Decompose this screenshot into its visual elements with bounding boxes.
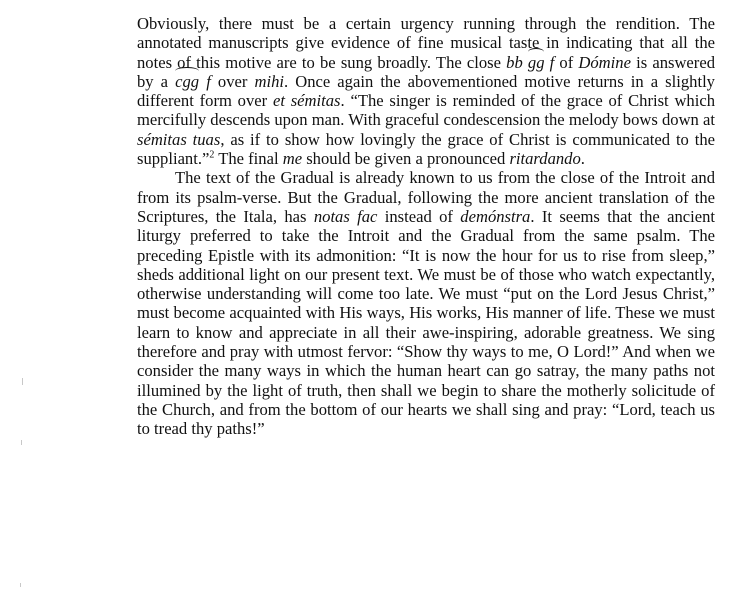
italic-text: notas fac (313, 206, 378, 226)
italic-text: Dómine (578, 52, 631, 72)
italic-text: sémitas tuas (137, 129, 221, 149)
body-text: . Once again the abovementioned motive returns in a slightly different form over (137, 71, 715, 111)
italic-text: ritardando (509, 149, 581, 169)
body-text: . It seems that the ancient liturgy preferred to take the Introit and the Gradual from the same psalm. The preceding Epistle with its admonition: “It is now the hour for us to rise from sleep,” sheds additional light on our present text. We must be of those who watch expectantly, otherwise understanding will come too late. We must “put on the Lord Jesus Christ,” must become acquainted with His ways, His works, His manner of life. These we must learn to know and appreciate in all their awe-inspiring, adorable greatness. We sing therefore and pray with utmost fervor: “Show thy ways to me, O Lord!” And when we consider the many ways in which the human heart can go satray, the many paths not illumined by the light of truth, then shall we begin to share the motherly solicitude of the Church, and from the bottom of our hearts we shall sing and pray: “Lord, teach us to tread thy paths!” (137, 206, 715, 439)
italic-text: f (549, 52, 555, 72)
body-text: is answered by a (137, 52, 715, 91)
italic-text: f (206, 71, 211, 91)
italic-text: demónstra (460, 206, 531, 226)
footnote-marker: 2 (209, 149, 215, 161)
slurred-notes: cgg (175, 71, 200, 91)
paragraph-1 (137, 14, 715, 168)
body-text: . (580, 149, 585, 169)
document-page (137, 14, 715, 439)
italic-text: bb (506, 52, 523, 72)
body-text: Obviously, there must be a certain urgency running through the rendition. The annotated manuscripts give evidence of fine musical taste in indicating that all the notes of this motive are to be sung broadly. The close (137, 14, 715, 72)
margin-mark (20, 583, 21, 587)
italic-text: me (282, 149, 303, 169)
italic-text: et sémitas (272, 91, 341, 111)
slurred-notes: gg (527, 52, 545, 72)
body-text: instead of (377, 206, 461, 226)
body-text: over (210, 71, 255, 91)
margin-mark (21, 440, 22, 445)
body-text: of (554, 52, 579, 72)
paragraph-2 (137, 168, 715, 438)
body-text: . “The singer is reminded of the grace of Christ which mercifully descends upon man. With graceful condescension the melody bows down at (137, 91, 716, 130)
body-text: , as if to show how lovingly the grace of Christ is communicated to the suppliant.” (137, 129, 715, 169)
body-text: The final (214, 149, 283, 169)
margin-mark (22, 378, 23, 385)
body-text: The text of the Gradual is already known to us from the close of the Introit and from its psalm-verse. But the Gradual, following the more ancient translation of the Scriptures, the Itala, has (137, 168, 715, 226)
italic-text: mihi (254, 71, 284, 91)
body-text: should be given a pronounced (302, 149, 510, 169)
